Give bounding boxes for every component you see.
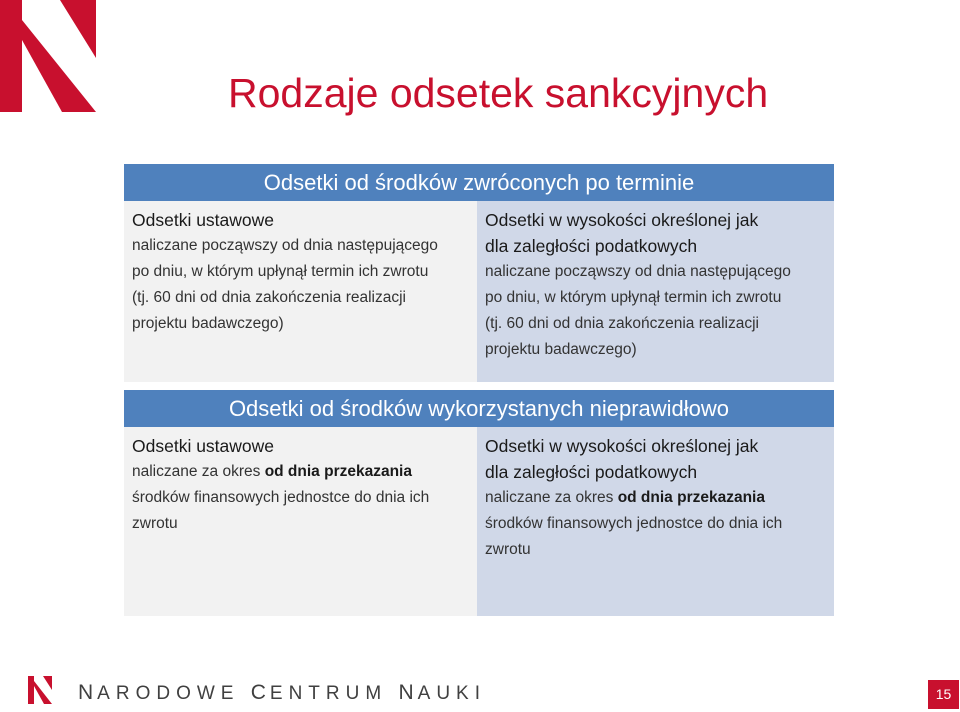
table-header: Odsetki od środków wykorzystanych nieprawidłowo xyxy=(124,390,834,427)
table-row xyxy=(124,427,834,616)
cell-text-line: po dniu, w którym upłynął termin ich zwrotu xyxy=(485,289,782,306)
table-returned-after-deadline xyxy=(124,164,834,382)
table-header: Odsetki od środków zwróconych po terminie xyxy=(124,164,834,201)
brand-word: AUKI xyxy=(417,683,486,704)
cell-heading: dla zaległości podatkowych xyxy=(485,236,698,256)
cell-heading: dla zaległości podatkowych xyxy=(485,462,698,482)
brand-initial: C xyxy=(250,681,270,704)
cell-text-line: projektu badawczego) xyxy=(132,315,284,332)
cell-text-line: (tj. 60 dni od dnia zakończenia realizacji xyxy=(132,289,406,306)
cell-text-line: (tj. 60 dni od dnia zakończenia realizacji xyxy=(485,315,759,332)
statutory-interest-cell xyxy=(124,427,477,616)
cell-text-line: naliczane począwszy od dnia następującego xyxy=(485,263,791,280)
brand-word: ARODOWE xyxy=(97,683,240,704)
statutory-interest-cell xyxy=(124,201,477,382)
cell-heading: Odsetki ustawowe xyxy=(132,210,275,230)
ncn-logo-icon xyxy=(0,0,118,112)
cell-text-line xyxy=(485,485,826,511)
cell-text-line: naliczane począwszy od dnia następującego xyxy=(132,237,438,254)
cell-heading: Odsetki w wysokości określonej jak xyxy=(485,436,759,456)
cell-heading: Odsetki w wysokości określonej jak xyxy=(485,210,759,230)
page-title: Rodzaje odsetek sankcyjnych xyxy=(228,70,769,116)
tax-arrears-interest-cell xyxy=(477,201,834,382)
table-used-improperly xyxy=(124,390,834,616)
text-bold: od dnia przekazania xyxy=(264,463,412,480)
cell-text-line: środków finansowych jednostce do dnia ich xyxy=(132,489,430,506)
brand-name xyxy=(78,681,486,705)
brand-initial: N xyxy=(398,681,418,704)
cell-text-line: środków finansowych jednostce do dnia ich xyxy=(485,515,783,532)
table-row xyxy=(124,201,834,382)
cell-text-line xyxy=(132,459,469,485)
text-prefix: naliczane za okres xyxy=(132,463,265,480)
text-bold: od dnia przekazania xyxy=(617,489,765,506)
cell-text-line: po dniu, w którym upłynął termin ich zwrotu xyxy=(132,263,429,280)
brand-word: ENTRUM xyxy=(269,683,388,704)
cell-heading: Odsetki ustawowe xyxy=(132,436,275,456)
brand-initial: N xyxy=(78,681,98,704)
ncn-logo-icon xyxy=(28,676,58,704)
cell-text-line: projektu badawczego) xyxy=(485,341,637,358)
page-number-badge: 15 xyxy=(928,680,959,709)
cell-text-line: zwrotu xyxy=(132,515,178,532)
cell-text-line: zwrotu xyxy=(485,541,531,558)
text-prefix: naliczane za okres xyxy=(485,489,618,506)
tax-arrears-interest-cell xyxy=(477,427,834,616)
